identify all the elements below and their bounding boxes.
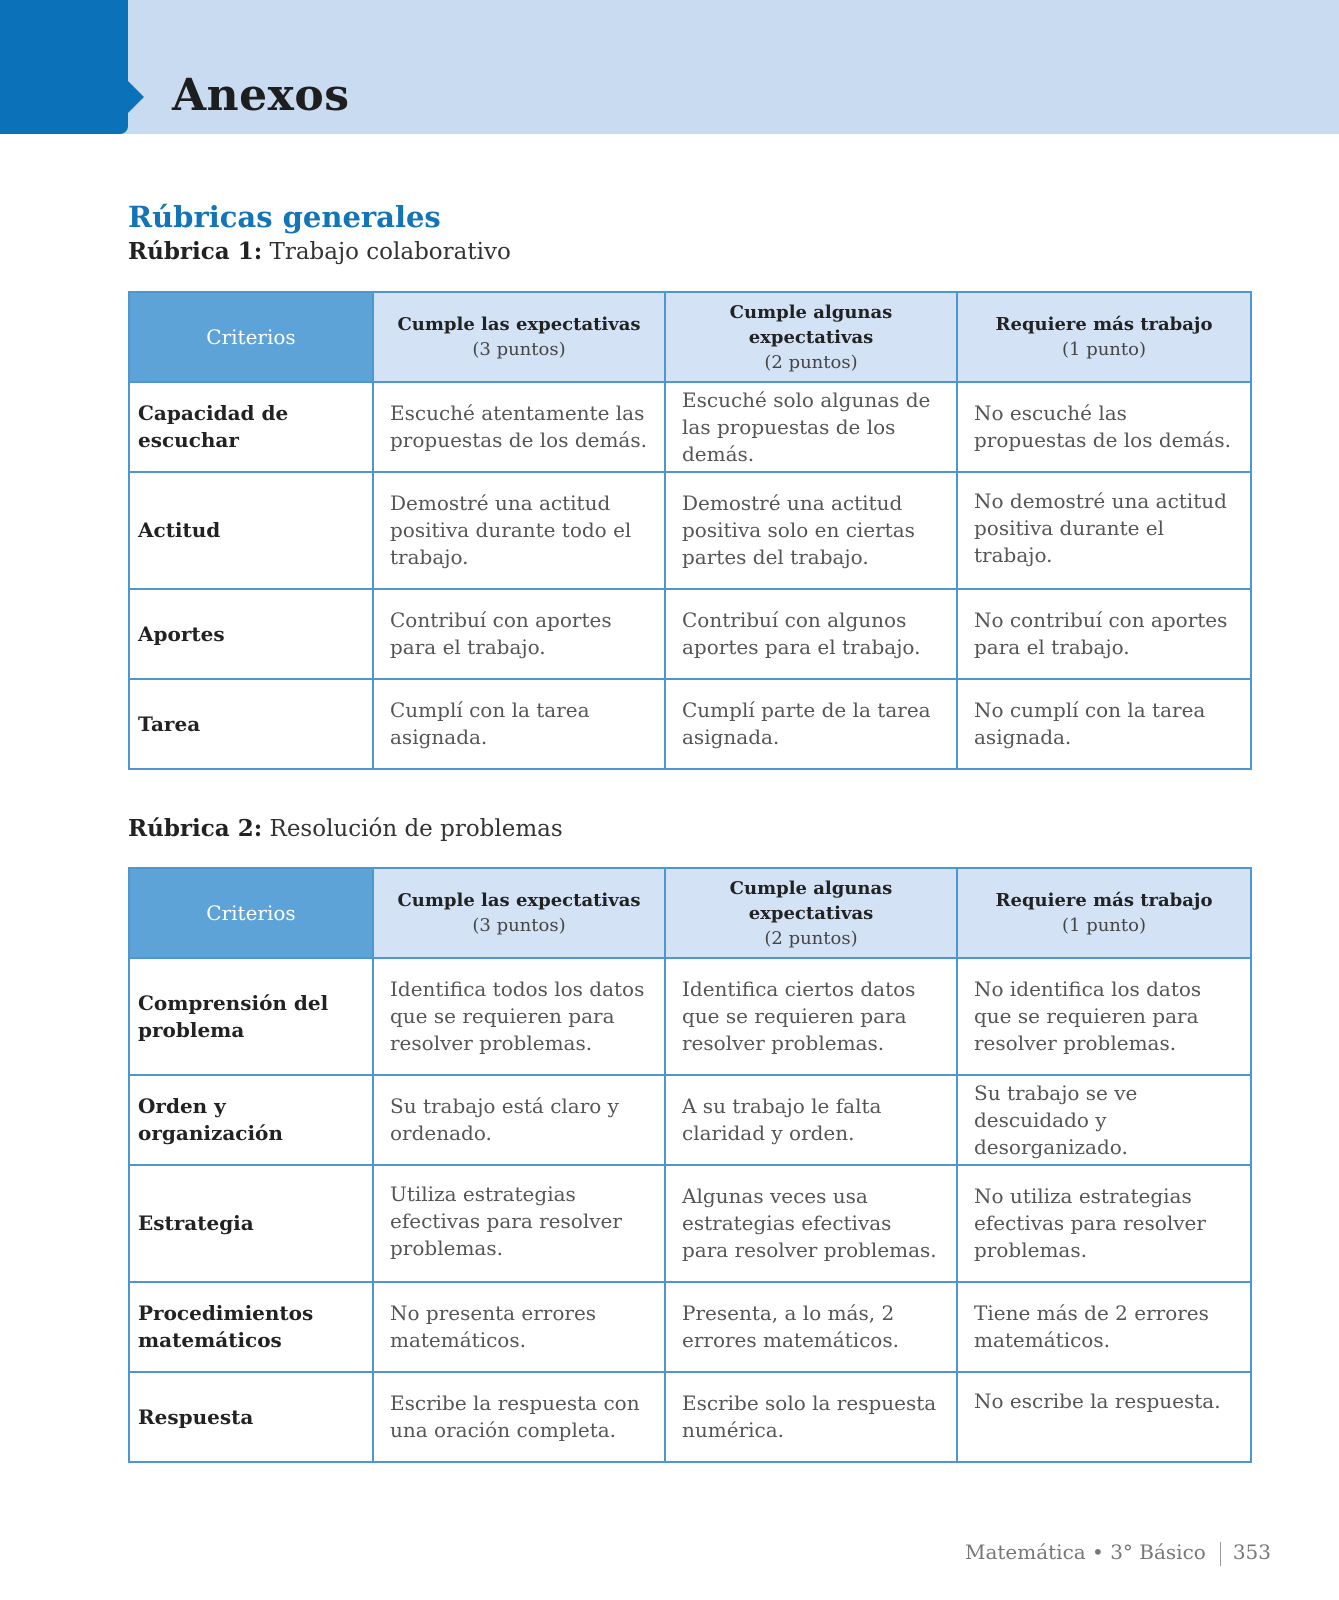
column-header-points: (2 puntos) [764, 927, 858, 949]
rubric1-name: Trabajo colaborativo [269, 239, 511, 265]
column-header-points: (1 punto) [1062, 339, 1146, 360]
cell-needs-work: Su trabajo se ve descuidado y desorganizado. [957, 1075, 1251, 1165]
table-row [129, 1165, 1251, 1282]
cell-needs-work: No identifica los datos que se requieren para resolver problemas. [957, 958, 1251, 1075]
criterion-label: Orden y organización [129, 1075, 373, 1165]
cell-meets: Contribuí con aportes para el trabajo. [373, 589, 665, 679]
section-title: Rúbricas generales [128, 200, 441, 234]
cell-meets: Demostré una actitud positiva durante todo el trabajo. [373, 472, 665, 589]
column-header-needs-work [957, 292, 1251, 382]
criterion-label: Tarea [129, 679, 373, 769]
table-row [129, 382, 1251, 472]
column-header-points: (3 puntos) [472, 915, 566, 936]
table-row [129, 1282, 1251, 1372]
cell-partially-meets: A su trabajo le falta claridad y orden. [665, 1075, 957, 1165]
cell-needs-work: No demostré una actitud positiva durante el trabajo. [957, 472, 1251, 589]
column-header-main: Cumple las expectativas [397, 890, 641, 911]
rubric1-title [128, 238, 511, 265]
rubric2-label: Rúbrica 2: [128, 815, 263, 842]
page-footer [965, 1540, 1271, 1566]
table-row [129, 679, 1251, 769]
criterion-label: Actitud [129, 472, 373, 589]
criterion-label: Comprensión del problema [129, 958, 373, 1075]
header-arrow-icon [127, 80, 144, 114]
cell-meets: Su trabajo está claro y ordenado. [373, 1075, 665, 1165]
page-number: 353 [1232, 1540, 1271, 1564]
column-header-main: Requiere más trabajo [995, 314, 1213, 335]
page-title: Anexos [172, 70, 350, 121]
cell-meets: Utiliza estrategias efectivas para resolver problemas. [373, 1165, 665, 1282]
table-row [129, 589, 1251, 679]
cell-meets: No presenta errores matemáticos. [373, 1282, 665, 1372]
cell-meets: Cumplí con la tarea asignada. [373, 679, 665, 769]
criteria-header: Criterios [129, 868, 373, 958]
table-row [129, 1372, 1251, 1462]
footer-divider [1220, 1542, 1221, 1566]
cell-meets: Escuché atentamente las propuestas de los demás. [373, 382, 665, 472]
column-header-main: Cumple algunas expectativas [729, 877, 893, 924]
cell-meets: Escribe la respuesta con una oración completa. [373, 1372, 665, 1462]
column-header-main: Requiere más trabajo [995, 890, 1213, 911]
table-row [129, 1075, 1251, 1165]
cell-needs-work: No escribe la respuesta. [957, 1372, 1251, 1462]
cell-partially-meets: Escuché solo algunas de las propuestas de los demás. [665, 382, 957, 472]
criterion-label: Capacidad de escuchar [129, 382, 373, 472]
criteria-header: Criterios [129, 292, 373, 382]
cell-partially-meets: Identifica ciertos datos que se requieren para resolver problemas. [665, 958, 957, 1075]
cell-partially-meets: Escribe solo la respuesta numérica. [665, 1372, 957, 1462]
cell-meets: Identifica todos los datos que se requieren para resolver problemas. [373, 958, 665, 1075]
cell-needs-work: No contribuí con aportes para el trabajo. [957, 589, 1251, 679]
criterion-label: Procedimientos matemáticos [129, 1282, 373, 1372]
rubric2-title [128, 815, 563, 842]
rubric1-header-row [129, 292, 1251, 382]
column-header-partially-meets [665, 292, 957, 382]
cell-partially-meets: Contribuí con algunos aportes para el trabajo. [665, 589, 957, 679]
cell-needs-work: Tiene más de 2 errores matemáticos. [957, 1282, 1251, 1372]
column-header-needs-work [957, 868, 1251, 958]
cell-partially-meets: Demostré una actitud positiva solo en ciertas partes del trabajo. [665, 472, 957, 589]
rubric1-label: Rúbrica 1: [128, 238, 263, 265]
cell-needs-work: No cumplí con la tarea asignada. [957, 679, 1251, 769]
column-header-main: Cumple algunas expectativas [729, 301, 893, 348]
cell-partially-meets: Cumplí parte de la tarea asignada. [665, 679, 957, 769]
column-header-partially-meets [665, 868, 957, 958]
column-header-meets [373, 868, 665, 958]
cell-needs-work: No utiliza estrategias efectivas para resolver problemas. [957, 1165, 1251, 1282]
rubric1-table [128, 291, 1252, 770]
cell-needs-work: No escuché las propuestas de los demás. [957, 382, 1251, 472]
criterion-label: Aportes [129, 589, 373, 679]
header-tab [0, 0, 128, 134]
column-header-points: (3 puntos) [472, 339, 566, 360]
column-header-main: Cumple las expectativas [397, 314, 641, 335]
cell-partially-meets: Algunas veces usa estrategias efectivas para resolver problemas. [665, 1165, 957, 1282]
footer-book-title: Matemática • 3° Básico [964, 1540, 1206, 1564]
criterion-label: Estrategia [129, 1165, 373, 1282]
rubric2-header-row [129, 868, 1251, 958]
table-row [129, 958, 1251, 1075]
cell-partially-meets: Presenta, a lo más, 2 errores matemáticos. [665, 1282, 957, 1372]
table-row [129, 472, 1251, 589]
rubric2-table [128, 867, 1252, 1463]
criterion-label: Respuesta [129, 1372, 373, 1462]
column-header-points: (2 puntos) [764, 351, 858, 373]
rubric2-name: Resolución de problemas [269, 816, 563, 842]
column-header-meets [373, 292, 665, 382]
column-header-points: (1 punto) [1062, 915, 1146, 936]
